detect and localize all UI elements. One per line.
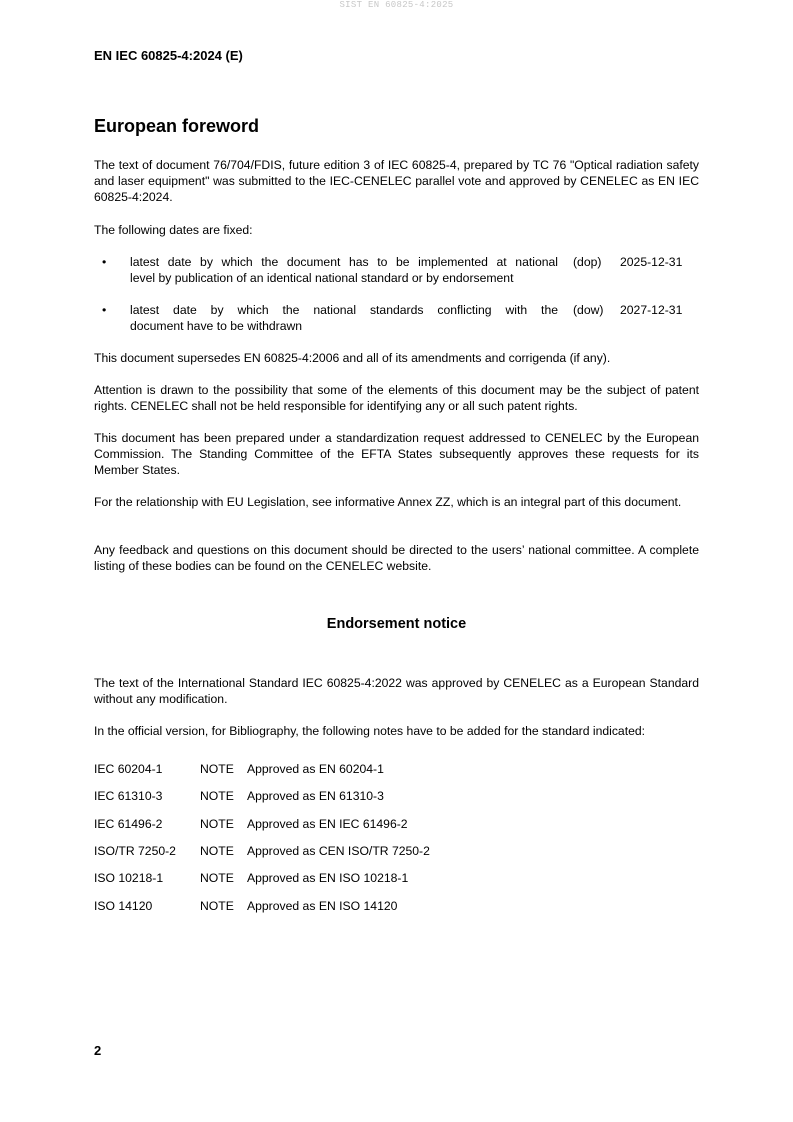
foreword-paragraph-2: The following dates are fixed: <box>94 223 253 237</box>
bibliography-note-row <box>94 788 699 804</box>
note-label: NOTE <box>200 762 234 776</box>
date-value: 2025-12-31 <box>620 255 683 269</box>
date-abbreviation: (dop) <box>573 255 602 269</box>
foreword-paragraph-4: Attention is drawn to the possibility that some of the elements of this document may be the subject of patent rights. CENELEC shall not be held responsible for identifying any or all such patent rights. <box>94 383 699 413</box>
standard-reference: IEC 60204-1 <box>94 762 163 776</box>
foreword-paragraph-5: This document has been prepared under a standardization request addressed to CENELEC by the European Commission. The Standing Committee of the EFTA States subsequently approves these requests for its Member States. <box>94 431 699 477</box>
bullet-icon: • <box>102 303 107 317</box>
note-text: Approved as EN 60204-1 <box>247 762 384 776</box>
note-text: Approved as EN ISO 14120 <box>247 899 398 913</box>
document-identifier: EN IEC 60825-4:2024 (E) <box>94 48 243 63</box>
note-label: NOTE <box>200 899 234 913</box>
standard-reference: ISO 14120 <box>94 899 153 913</box>
dates-list-item-dow <box>94 302 699 336</box>
note-text: Approved as CEN ISO/TR 7250-2 <box>247 844 430 858</box>
date-value: 2027-12-31 <box>620 303 683 317</box>
note-text: Approved as EN ISO 10218-1 <box>247 871 409 885</box>
date-description-line-2: level by publication of an identical national standard or by endorsement <box>130 271 514 285</box>
date-description-line-1: latest date by which the national standards conflicting with the <box>130 303 558 317</box>
note-label: NOTE <box>200 844 234 858</box>
bibliography-note-row <box>94 816 699 832</box>
standard-reference: IEC 61310-3 <box>94 789 163 803</box>
page-number: 2 <box>94 1043 102 1058</box>
date-description <box>130 302 558 334</box>
endorsement-paragraph-1: The text of the International Standard IEC 60825-4:2022 was approved by CENELEC as a European Standard without any modification. <box>94 676 699 706</box>
standard-reference: IEC 61496-2 <box>94 817 163 831</box>
date-description-line-1: latest date by which the document has to be implemented at national <box>130 255 558 269</box>
foreword-paragraph-3: This document supersedes EN 60825-4:2006 and all of its amendments and corrigenda (if any). <box>94 351 611 365</box>
bullet-icon: • <box>102 255 107 269</box>
bibliography-note-row <box>94 870 699 886</box>
watermark: SIST EN 60825-4:2025 <box>339 0 454 10</box>
date-description <box>130 254 558 286</box>
note-label: NOTE <box>200 871 234 885</box>
note-text: Approved as EN IEC 61496-2 <box>247 817 408 831</box>
date-description-line-2: document have to be withdrawn <box>130 319 303 333</box>
date-abbreviation: (dow) <box>573 303 604 317</box>
standard-reference: ISO/TR 7250-2 <box>94 844 176 858</box>
note-text: Approved as EN 61310-3 <box>247 789 384 803</box>
dates-list-item-dop <box>94 254 699 288</box>
bibliography-note-row <box>94 843 699 859</box>
foreword-paragraph-6: For the relationship with EU Legislation, see informative Annex ZZ, which is an integral part of this document. <box>94 495 682 509</box>
standard-reference: ISO 10218-1 <box>94 871 164 885</box>
bibliography-note-row <box>94 898 699 914</box>
note-label: NOTE <box>200 817 234 831</box>
bibliography-note-row <box>94 761 699 777</box>
endorsement-paragraph-2: In the official version, for Bibliography, the following notes have to be added for the standard indicated: <box>94 724 646 738</box>
foreword-paragraph-1: The text of document 76/704/FDIS, future edition 3 of IEC 60825-4, prepared by TC 76 "Optical radiation safety and laser equipment" was submitted to the IEC-CENELEC parallel vote and approved by CENELEC as EN IEC 60825-4:2024. <box>94 158 699 204</box>
foreword-paragraph-7: Any feedback and questions on this document should be directed to the users’ national committee. A complete listing of these bodies can be found on the CENELEC website. <box>94 543 699 573</box>
endorsement-heading: Endorsement notice <box>326 616 467 632</box>
foreword-heading: European foreword <box>94 116 260 136</box>
note-label: NOTE <box>200 789 234 803</box>
